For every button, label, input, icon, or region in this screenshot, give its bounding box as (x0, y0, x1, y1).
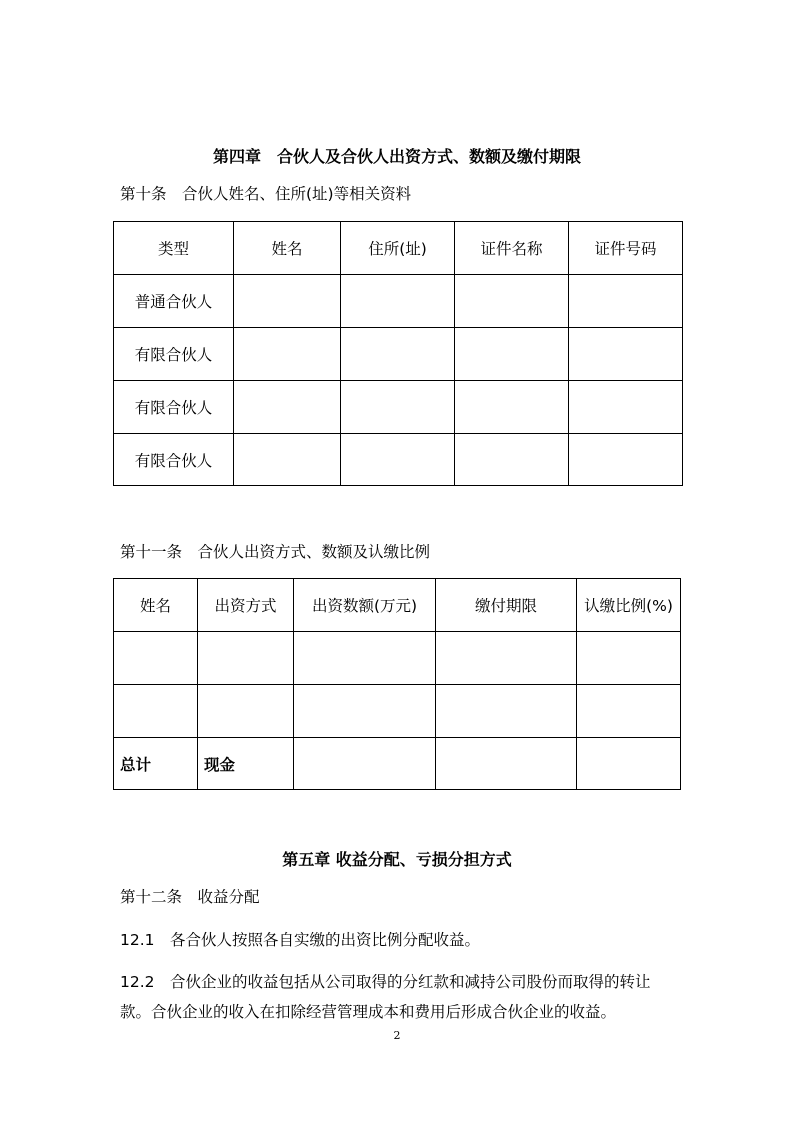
table-row (114, 275, 683, 328)
table-row (114, 685, 681, 738)
table-cell (455, 434, 569, 486)
table-cell (114, 685, 198, 738)
table-row (114, 328, 683, 381)
table-cell (455, 328, 569, 381)
table-cell (234, 328, 341, 381)
page-number: 2 (393, 1029, 401, 1042)
header-cell-type: 类型 (114, 222, 234, 275)
table-cell (577, 685, 681, 738)
partner-type-cell: 有限合伙人 (114, 434, 234, 486)
table-cell (294, 685, 436, 738)
header-cell-id-number: 证件号码 (569, 222, 683, 275)
table-header-row (114, 222, 683, 275)
header-cell-method: 出资方式 (198, 579, 294, 632)
table-cell (341, 275, 455, 328)
article-10-heading: 第十条 合伙人姓名、住所(址)等相关资料 (120, 185, 412, 203)
table-cell (577, 738, 681, 790)
header-cell-name: 姓名 (234, 222, 341, 275)
table-row (114, 381, 683, 434)
partner-type-cell: 有限合伙人 (114, 381, 234, 434)
table-header-row (114, 579, 681, 632)
total-label-cell: 总计 (114, 738, 198, 790)
total-row (114, 738, 681, 790)
table-cell (436, 738, 577, 790)
table-cell (198, 632, 294, 685)
table-cell (455, 275, 569, 328)
table-cell (577, 632, 681, 685)
chapter-4-title: 第四章 合伙人及合伙人出资方式、数额及缴付期限 (212, 147, 581, 166)
table-cell (569, 275, 683, 328)
article-12-heading: 第十二条 收益分配 (120, 888, 260, 906)
table-cell (114, 632, 198, 685)
table-cell (569, 328, 683, 381)
table-cell (569, 381, 683, 434)
table-cell (294, 738, 436, 790)
table-cell (341, 434, 455, 486)
partner-info-table (113, 221, 683, 486)
partner-type-cell: 普通合伙人 (114, 275, 234, 328)
clause-12-1: 12.1 各合伙人按照各自实缴的出资比例分配收益。 (120, 931, 481, 949)
table-row (114, 632, 681, 685)
contribution-table (113, 578, 681, 790)
table-cell (569, 434, 683, 486)
total-method-cell: 现金 (198, 738, 294, 790)
table-row (114, 434, 683, 486)
header-cell-address: 住所(址) (341, 222, 455, 275)
table-cell (294, 632, 436, 685)
article-11-heading: 第十一条 合伙人出资方式、数额及认缴比例 (120, 543, 431, 561)
clause-12-2-line-1: 12.2 合伙企业的收益包括从公司取得的分红款和减持公司股份而取得的转让 (120, 973, 651, 991)
chapter-5-title: 第五章 收益分配、亏损分担方式 (282, 850, 512, 869)
partner-type-cell: 有限合伙人 (114, 328, 234, 381)
table-cell (234, 381, 341, 434)
table-cell (436, 632, 577, 685)
header-cell-deadline: 缴付期限 (436, 579, 577, 632)
table-cell (436, 685, 577, 738)
table-cell (341, 381, 455, 434)
table-cell (198, 685, 294, 738)
header-cell-amount: 出资数额(万元) (294, 579, 436, 632)
table-cell (341, 328, 455, 381)
table-cell (234, 434, 341, 486)
header-cell-id-type: 证件名称 (455, 222, 569, 275)
header-cell-ratio: 认缴比例(%) (577, 579, 681, 632)
table-cell (455, 381, 569, 434)
table-cell (234, 275, 341, 328)
clause-12-2-line-2: 款。合伙企业的收入在扣除经营管理成本和费用后形成合伙企业的收益。 (120, 1003, 617, 1021)
header-cell-name: 姓名 (114, 579, 198, 632)
